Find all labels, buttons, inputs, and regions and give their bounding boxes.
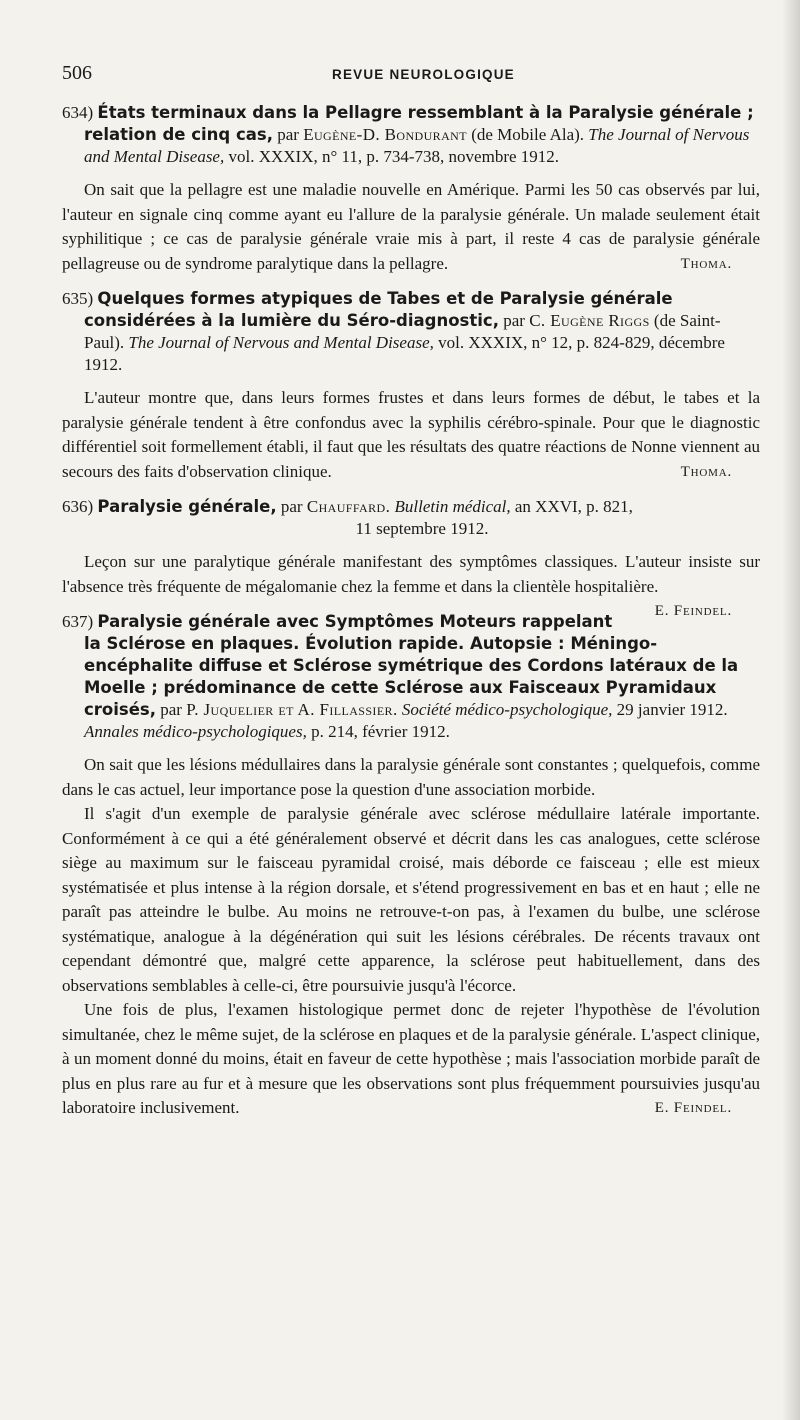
citation: vol. XXXIX, n° 12, p. 824-829, décembre 1912. bbox=[84, 333, 725, 374]
journal-title: REVUE NEUROLOGIQUE bbox=[332, 67, 515, 82]
entry-637 bbox=[62, 611, 760, 1121]
entry-heading bbox=[62, 288, 760, 376]
entry-author: P. Juquelier et A. Fillassier. bbox=[186, 700, 398, 719]
author-prefix: par bbox=[160, 700, 182, 719]
journal-name: Société médico-psychologique, bbox=[401, 700, 613, 719]
entry-heading bbox=[62, 496, 760, 540]
abstract-paragraph bbox=[62, 998, 760, 1121]
author-affiliation: (de Mobile Ala). bbox=[471, 125, 585, 144]
abstract-paragraph: On sait que les lésions médullaires dans la paralysie générale sont constantes ; quelquefois, comme dans le cas actuel, leur importance pose la question d'une association morbide. bbox=[62, 755, 760, 799]
entry-author: C. Eugène Riggs bbox=[529, 311, 650, 330]
page-number: 506 bbox=[62, 62, 92, 84]
citation: an XXVI, p. 821, bbox=[514, 497, 633, 516]
entry-title: Paralysie générale avec Symptômes Moteurs rappelant la Sclérose en plaques. Évolution rapide. Autopsie : Méningo-encéphalite diffuse et Sclérose symétrique des Cordons latéraux de la Moelle ; prédominance de cette Sclérose aux Faisceaux Pyramidaux croisés, bbox=[84, 612, 739, 719]
reviewer-signature: E. Feindel. bbox=[654, 603, 732, 619]
entry-636 bbox=[62, 496, 760, 619]
citation: 29 janvier 1912. bbox=[616, 700, 728, 719]
journal-name: Bulletin médical, bbox=[394, 497, 511, 516]
journal-name: The Journal of Nervous and Mental Disease, bbox=[128, 333, 434, 352]
entry-634 bbox=[62, 102, 760, 276]
entry-number: 637) bbox=[62, 612, 94, 631]
abstract-paragraph bbox=[62, 386, 760, 484]
entry-635 bbox=[62, 288, 760, 484]
page-edge-shadow bbox=[782, 0, 800, 1420]
paragraph-text: Une fois de plus, l'examen histologique permet donc de rejeter l'hypothèse de l'évolution simultanée, chez le même sujet, de la sclérose en plaques et de la paralysie générale. L'aspect clinique, à un moment donné du moins, était en faveur de cette hypothèse ; mais l'association morbide paraît de plus en plus rare au fur et à mesure que les observations sont plus fréquemment poursuivies jusqu'au laboratoire inclusivement. bbox=[62, 1000, 760, 1117]
entry-author: Chauffard. bbox=[306, 497, 391, 516]
author-affiliation: (de Saint-Paul). bbox=[84, 311, 721, 352]
entry-number: 634) bbox=[62, 103, 94, 122]
reviewer-signature: E. Feindel. bbox=[654, 1100, 732, 1116]
entry-title: États terminaux dans la Pellagre ressemblant à la Paralysie générale ; relation de cinq cas, bbox=[84, 103, 754, 144]
entry-heading bbox=[62, 611, 760, 743]
reviewer-signature: Thoma. bbox=[680, 255, 732, 272]
entry-title: Paralysie générale, bbox=[97, 497, 277, 516]
entry-number: 636) bbox=[62, 497, 94, 516]
abstract-paragraph: Il s'agit d'un exemple de paralysie générale avec sclérose médullaire latérale importante. Conformément à ce qui a été généralement observé et décrit dans les cas analogues, cette sclérose siège au maximum sur le faisceau pyramidal croisé, mais déborde ce faisceau ; elle est mieux systématisée et plus intense à la région dorsale, et s'étend progressivement en bas et en haut ; elle ne paraît pas atteindre le bulbe. Au moins ne retrouve-t-on pas, à l'examen du bulbe, une sclérose systématique, analogue à la dégénération qui suit les lésions cérébrales. De récents travaux ont cependant démontré que, malgré cette apparence, la sclérose peut habituellement, dans des observations semblables à celle-ci, être poursuivie jusqu'à l'écorce. bbox=[62, 804, 760, 995]
journal-name: The Journal of Nervous and Mental Disease, bbox=[84, 125, 750, 166]
citation-date: 11 septembre 1912. bbox=[355, 519, 489, 538]
author-prefix: par bbox=[280, 497, 303, 516]
entry-number: 635) bbox=[62, 289, 94, 308]
paragraph-text: Leçon sur une paralytique générale manifestant des symptômes classiques. L'auteur insiste sur l'absence très fréquente de mégalomanie chez la femme et dans la clientèle hospitalière. bbox=[62, 552, 760, 596]
abstract-paragraph bbox=[62, 178, 760, 276]
entry-author: Eugène-D. Bondurant bbox=[303, 125, 467, 144]
author-prefix: par bbox=[277, 125, 299, 144]
reviewer-signature: Thoma. bbox=[680, 463, 732, 480]
paragraph-text: L'auteur montre que, dans leurs formes frustes et dans leurs formes de début, le tabes et la paralysie générale tendent à être confondus avec la syphilis cérébro-spinale. Pour que le diagnostic différentiel soit formellement établi, il faut que les résultats des quatre réactions de Nonne viennent au secours des faits d'observation clinique. bbox=[62, 388, 760, 481]
entry-heading bbox=[62, 102, 760, 168]
citation-2: p. 214, février 1912. bbox=[311, 722, 450, 741]
journal-name-2: Annales médico-psychologiques, bbox=[84, 722, 307, 741]
abstract-paragraph bbox=[62, 550, 760, 619]
entry-title: Quelques formes atypiques de Tabes et de Paralysie générale considérées à la lumière du Séro-diagnostic, bbox=[84, 289, 673, 330]
author-prefix: par bbox=[503, 311, 525, 330]
running-head bbox=[62, 62, 760, 90]
paragraph-text: On sait que la pellagre est une maladie nouvelle en Amérique. Parmi les 50 cas observés par lui, l'auteur en signale cinq comme ayant eu l'allure de la paralysie générale. Un malade seulement était syphilitique ; ce cas de paralysie générale vraie mis à part, il reste 4 cas de paralysie générale pellagreuse ou de syndrome paralytique dans la pellagre. bbox=[62, 180, 760, 273]
citation: vol. XXXIX, n° 11, p. 734-738, novembre 1912. bbox=[228, 147, 560, 166]
